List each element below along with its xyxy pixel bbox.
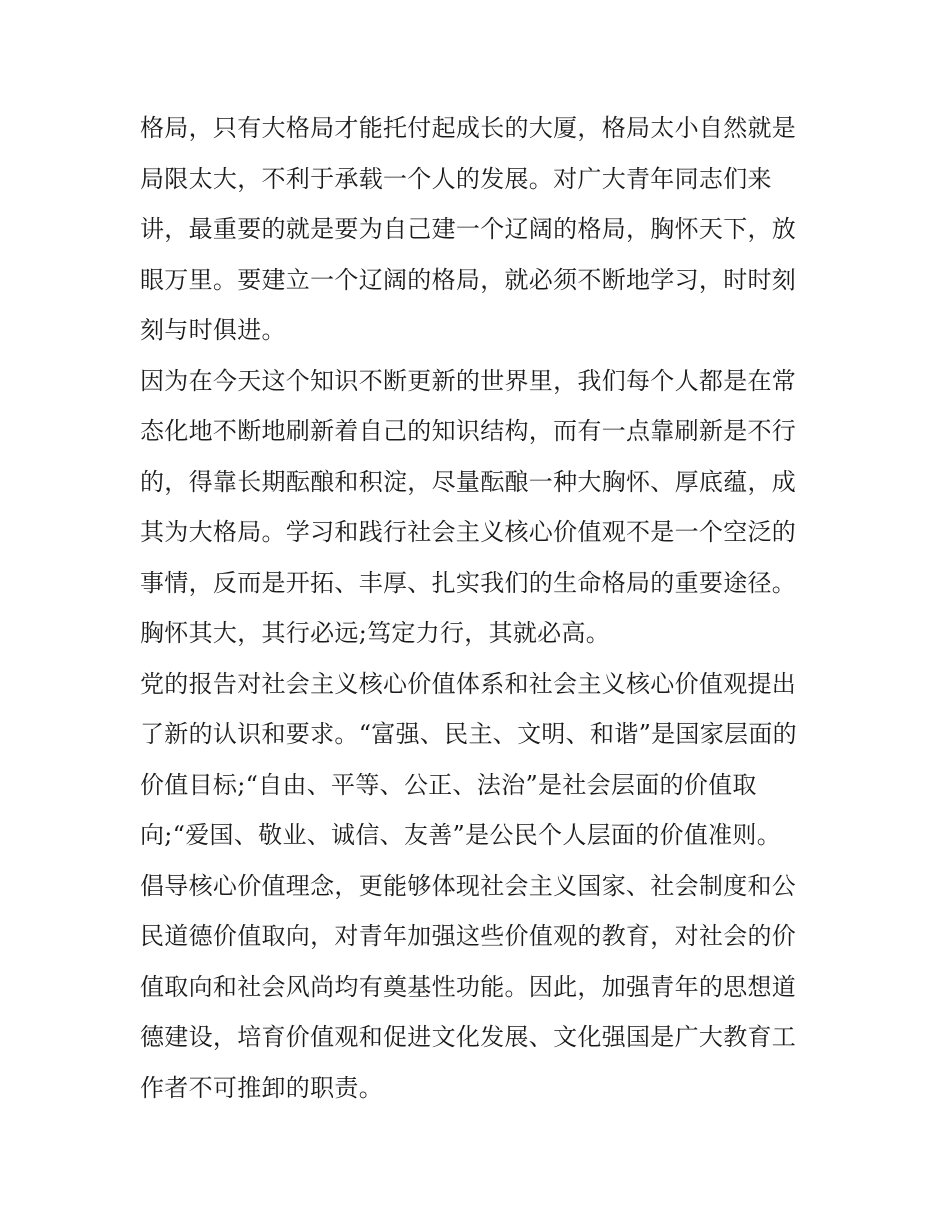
text-line: 态化地不断地刷新着自己的知识结构，而有一点靠刷新是不行 <box>140 417 797 445</box>
text-line: 价值目标;“自由、平等、公正、法治”是社会层面的价值取 <box>140 770 757 799</box>
text-line: 刻与时俱进。 <box>140 316 286 344</box>
paragraph-2 <box>140 356 820 659</box>
paragraph-4 <box>140 861 820 1114</box>
text-line: 值取向和社会风尚均有奠基性功能。因此，加强青年的思想道 <box>140 972 797 1001</box>
paragraph-3 <box>140 659 820 861</box>
paragraph-1 <box>140 103 820 356</box>
text-line: 的，得靠长期酝酿和积淀，尽量酝酿一种大胸怀、厚底蕴，成 <box>140 467 797 496</box>
text-line: 讲，最重要的就是要为自己建一个辽阔的格局，胸怀天下，放 <box>140 215 797 243</box>
text-line: 格局，只有大格局才能托付起成长的大厦，格局太小自然就是 <box>140 114 797 142</box>
document-body <box>140 103 820 1113</box>
text-line: 了新的认识和要求。“富强、民主、文明、和谐”是国家层面的 <box>140 720 797 748</box>
text-line: 作者不可推卸的职责。 <box>140 1073 383 1102</box>
text-line: 因为在今天这个知识不断更新的世界里，我们每个人都是在常 <box>140 366 797 395</box>
text-line: 其为大格局。学习和践行社会主义核心价值观不是一个空泛的 <box>140 518 797 546</box>
text-line: 民道德价值取向，对青年加强这些价值观的教育，对社会的价 <box>140 922 797 950</box>
text-line: 德建设，培育价值观和促进文化发展、文化强国是广大教育工 <box>140 1023 797 1051</box>
text-line: 向;“爱国、敬业、诚信、友善”是公民个人层面的价值准则。 <box>140 821 782 849</box>
text-line: 胸怀其大，其行必远;笃定力行，其就必高。 <box>140 619 611 647</box>
text-line: 事情，反而是开拓、丰厚、扎实我们的生命格局的重要途径。 <box>140 568 797 597</box>
text-line: 眼万里。要建立一个辽阔的格局，就必须不断地学习，时时刻 <box>140 265 797 294</box>
text-line: 局限太大，不利于承载一个人的发展。对广大青年同志们来 <box>140 164 772 193</box>
text-line: 倡导核心价值理念，更能够体现社会主义国家、社会制度和公 <box>140 871 797 900</box>
text-line: 党的报告对社会主义核心价值体系和社会主义核心价值观提出 <box>140 669 797 698</box>
